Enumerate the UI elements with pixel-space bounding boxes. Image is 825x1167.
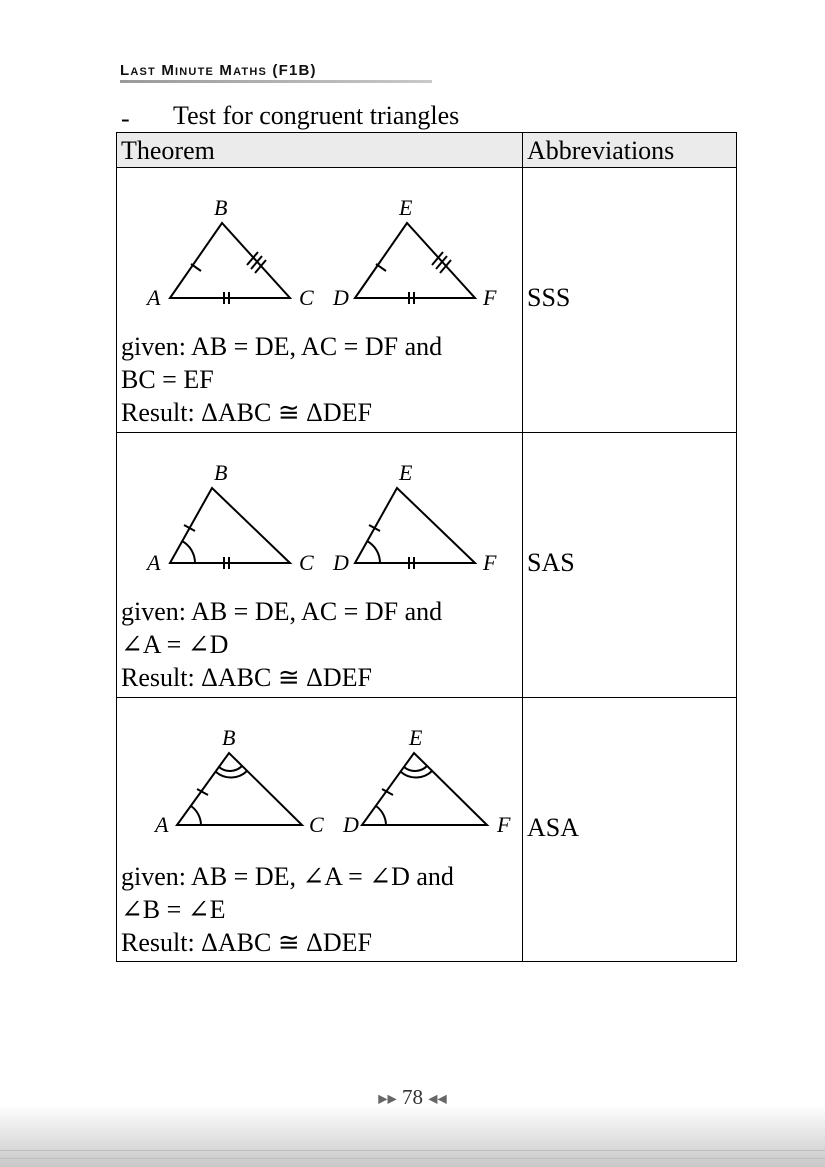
vertex-label-c: C: [299, 550, 314, 575]
triangle-def: [355, 488, 475, 563]
result-text: Result: ΔABC ≅ ΔDEF: [121, 663, 372, 692]
abbreviation-sss: SSS: [527, 283, 571, 312]
forward-arrows-icon: ▶▶: [378, 1091, 397, 1106]
table-row-sas: [117, 433, 736, 697]
triangle-abc: [177, 753, 302, 825]
triangle-def: [355, 223, 475, 298]
vertex-label-a: A: [147, 285, 161, 310]
table-row-sss: [117, 168, 736, 432]
vertex-label-a: A: [155, 812, 169, 837]
given-text-cont: ∠A = ∠D: [121, 630, 229, 659]
column-header-theorem: Theorem: [121, 136, 215, 165]
vertex-label-d: D: [333, 550, 349, 575]
section-bullet: -: [121, 104, 130, 133]
sas-diagram: [117, 433, 522, 583]
column-header-abbreviations: Abbreviations: [527, 136, 675, 165]
table-header-row: [117, 133, 736, 168]
given-text-cont: BC = EF: [121, 365, 214, 394]
triangle-def: [362, 753, 487, 825]
given-text: given: AB = DE, AC = DF and: [121, 597, 443, 626]
asa-diagram: [117, 698, 522, 848]
vertex-label-c: C: [299, 285, 314, 310]
vertex-label-b: B: [222, 725, 236, 750]
vertex-label-b: B: [214, 460, 228, 485]
abbreviation-asa: ASA: [527, 813, 580, 842]
back-arrows-icon: ◀◀: [428, 1091, 447, 1106]
book-title: Last Minute Maths (F1B): [120, 62, 317, 79]
bottom-rule: [0, 1158, 825, 1159]
abbreviation-sas: SAS: [527, 548, 575, 577]
section-title: Test for congruent triangles: [173, 101, 460, 130]
given-text: given: AB = DE, AC = DF and: [121, 332, 443, 361]
triangle-abc: [170, 223, 290, 298]
bottom-rule: [0, 1150, 825, 1151]
vertex-label-f: F: [483, 285, 497, 310]
vertex-label-e: E: [399, 460, 413, 485]
vertex-label-f: F: [497, 812, 511, 837]
vertex-label-f: F: [483, 550, 497, 575]
sss-diagram: [117, 168, 522, 318]
given-text-cont: ∠B = ∠E: [121, 895, 226, 924]
vertex-label-d: D: [333, 285, 349, 310]
vertex-label-d: D: [343, 812, 359, 837]
result-text: Result: ΔABC ≅ ΔDEF: [121, 928, 372, 957]
header-underline: [120, 80, 432, 83]
page-footer: [0, 1085, 825, 1110]
vertex-label-e: E: [409, 725, 423, 750]
vertex-label-b: B: [214, 195, 228, 220]
result-text: Result: ΔABC ≅ ΔDEF: [121, 398, 372, 427]
vertex-label-c: C: [309, 812, 324, 837]
vertex-label-a: A: [147, 550, 161, 575]
congruence-table: [116, 132, 737, 962]
given-text: given: AB = DE, ∠A = ∠D and: [121, 862, 454, 891]
table-row-asa: [117, 698, 736, 962]
triangle-abc: [170, 488, 290, 563]
page-number: 78: [402, 1085, 423, 1109]
vertex-label-e: E: [399, 195, 413, 220]
